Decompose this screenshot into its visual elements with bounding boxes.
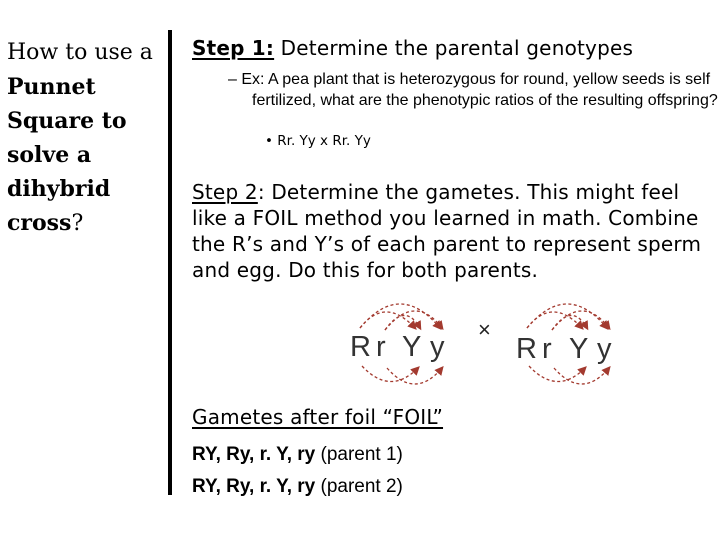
- title-line-5: dihybrid: [7, 176, 111, 202]
- parent-1-note: (parent 1): [315, 444, 403, 465]
- allele-letter: Y: [402, 331, 422, 363]
- example-text: A pea plant that is heterozygous for round, yellow seeds is self fertilized, what are the phenotypic ratios of the resulting offspring?: [252, 71, 718, 109]
- foil-arrow: [552, 311, 609, 330]
- gametes-parent-1: [192, 444, 403, 466]
- step-1-text: Determine the parental genotypes: [274, 36, 634, 60]
- slide-title: [7, 36, 167, 241]
- gametes-heading: Gametes after foil “FOIL”: [192, 405, 444, 429]
- gametes-parent-2: [192, 476, 403, 498]
- title-cross-word: cross: [7, 210, 72, 236]
- gametes-list-1: RY, Ry, r. Y, ry: [192, 444, 316, 465]
- foil-arrow: [554, 368, 609, 384]
- foil-diagram: [290, 288, 620, 400]
- step-2-label: Step 2: [192, 180, 258, 204]
- title-line-3: Square to: [7, 108, 127, 134]
- foil-arrow: [362, 366, 418, 382]
- step-1-label: Step 1:: [192, 36, 275, 60]
- allele-letter: Y: [569, 333, 589, 365]
- cross-symbol: ×: [478, 317, 491, 342]
- title-line-4: solve a: [7, 142, 92, 168]
- allele-letter: r: [376, 331, 386, 363]
- foil-arrow: [385, 311, 442, 330]
- step-2-text: : Determine the gametes. This might feel like a FOIL method you learned in math. Combine the R’s and Y’s of each parent to represent sperm and egg. Do this for both parents.: [192, 180, 702, 282]
- allele-letter: R: [350, 331, 371, 363]
- title-line-2: Punnet: [7, 74, 96, 100]
- example-prefix: – Ex:: [228, 71, 265, 88]
- allele-letter: y: [597, 333, 612, 365]
- foil-arrow: [385, 315, 420, 330]
- gametes-list-2: RY, Ry, r. Y, ry: [192, 476, 316, 497]
- title-prefix: How to use a: [7, 40, 153, 65]
- allele-letter: r: [542, 333, 552, 365]
- parental-cross: • Rr. Yy x Rr. Yy: [265, 133, 371, 149]
- vertical-divider: [168, 30, 172, 495]
- step-2-paragraph: [192, 179, 712, 283]
- title-question-mark: ?: [71, 211, 84, 236]
- step-1-example: [228, 69, 720, 111]
- allele-letter: R: [516, 333, 537, 365]
- step-1-heading: [192, 36, 633, 60]
- foil-arrow: [387, 368, 442, 384]
- allele-letter: y: [430, 331, 445, 363]
- foil-arrow: [529, 366, 585, 382]
- parent-2-note: (parent 2): [315, 476, 403, 497]
- title-line-6: [7, 206, 167, 241]
- foil-arrow: [552, 315, 587, 330]
